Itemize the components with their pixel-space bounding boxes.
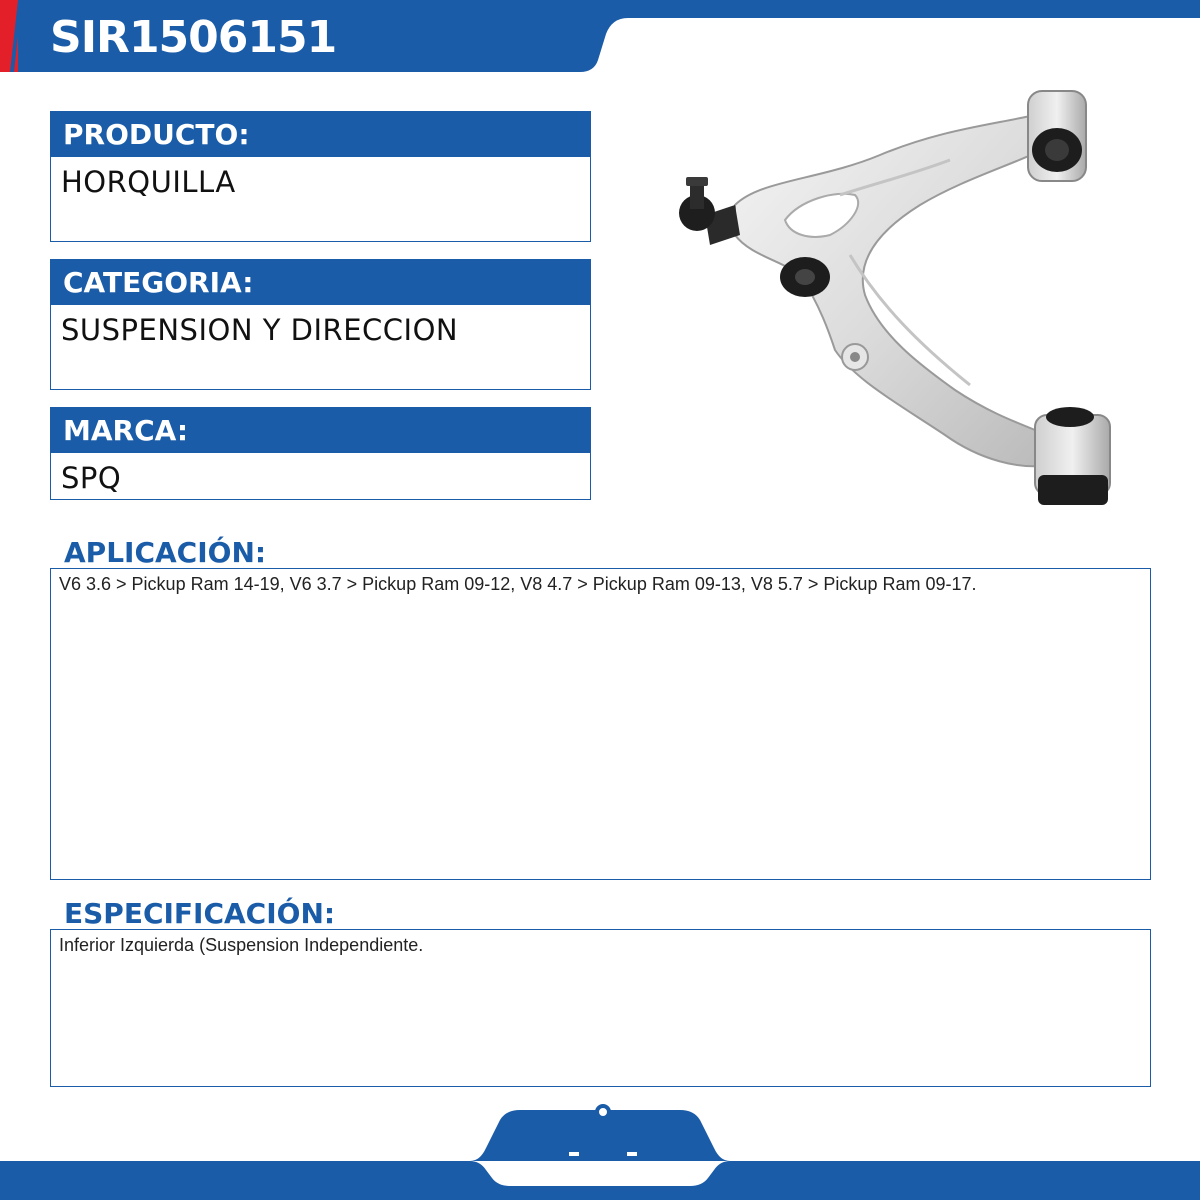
- aplicacion-box: [50, 568, 1151, 880]
- producto-label: PRODUCTO:: [50, 111, 591, 157]
- producto-value: HORQUILLA: [50, 157, 591, 242]
- categoria-label: CATEGORIA:: [50, 259, 591, 305]
- especificacion-box: [50, 929, 1151, 1087]
- categoria-value: SUSPENSION Y DIRECCION: [50, 305, 591, 390]
- especificacion-title: ESPECIFICACIÓN:: [64, 897, 336, 930]
- footer-label: SUSPENSIÓN Y DIRECCIÓN: [501, 1163, 699, 1179]
- footer: [0, 1100, 1200, 1200]
- product-image: [650, 85, 1130, 515]
- especificacion-text: Inferior Izquierda (Suspension Independiente.: [59, 935, 424, 955]
- marca-value: SPQ: [50, 453, 591, 500]
- field-producto: [50, 111, 591, 242]
- aplicacion-title: APLICACIÓN:: [64, 536, 267, 569]
- aplicacion-text: V6 3.6 > Pickup Ram 14-19, V6 3.7 > Pickup Ram 09-12, V8 4.7 > Pickup Ram 09-13, V8 5.7 > Pickup Ram 09-17.: [59, 574, 977, 594]
- footer-shape: [0, 1100, 1200, 1200]
- product-sku: SIR1506151: [50, 12, 337, 63]
- field-categoria: [50, 259, 591, 390]
- marca-label: MARCA:: [50, 407, 591, 453]
- header-bar: [0, 0, 1200, 76]
- field-marca: [50, 407, 591, 500]
